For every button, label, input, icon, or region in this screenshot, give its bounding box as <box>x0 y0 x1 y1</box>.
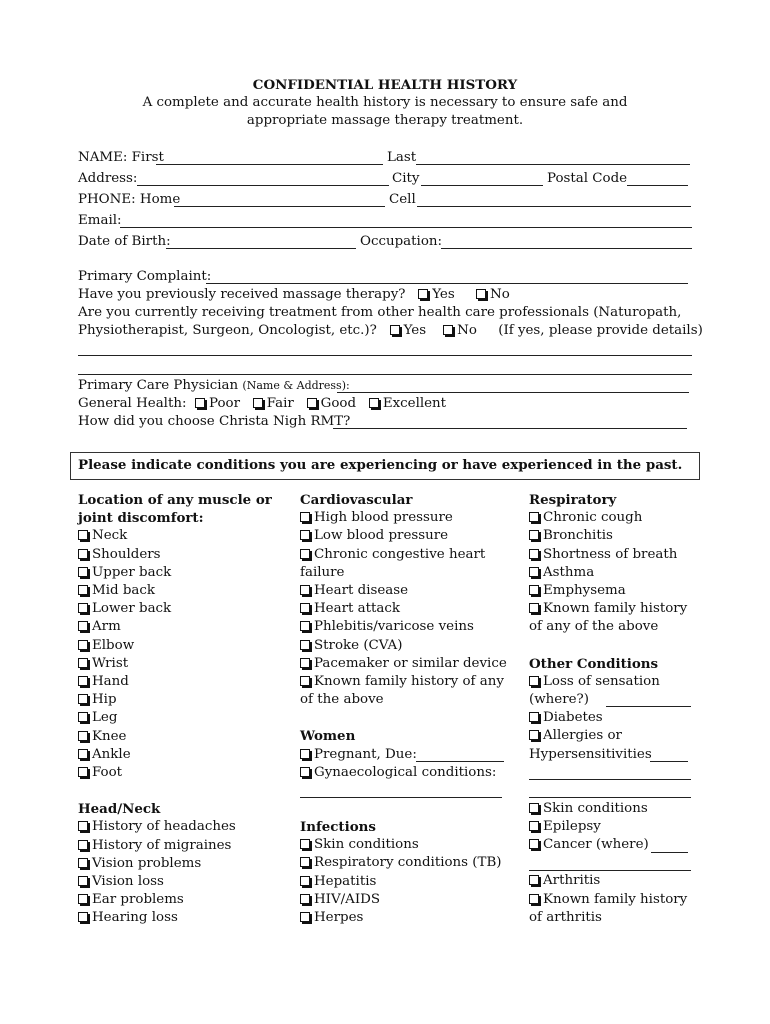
label-treatment-yes: Yes <box>403 323 427 338</box>
heading-location-1: Location of any muscle or <box>78 492 272 508</box>
label-email: Email: <box>78 213 122 228</box>
item-label: Lower back <box>92 601 172 617</box>
pcp-field[interactable] <box>337 392 689 393</box>
item-label: Phlebitis/varicose veins <box>314 619 474 635</box>
loss-sensation-where-field[interactable] <box>606 706 691 707</box>
item-skin-conditions[interactable] <box>529 800 699 818</box>
checkbox-icon[interactable] <box>529 603 539 613</box>
item-diabetes[interactable] <box>529 709 699 727</box>
heading-other-conditions: Other Conditions <box>529 655 659 672</box>
item-label: Gynaecological conditions: <box>314 764 497 780</box>
pcp-text: Primary Care Physician <box>78 378 239 393</box>
checkbox-treatment-no[interactable] <box>443 325 453 335</box>
item-ankle[interactable] <box>78 746 303 764</box>
item-epilepsy[interactable] <box>529 818 699 836</box>
checkbox-icon[interactable] <box>300 658 310 668</box>
checkbox-icon[interactable] <box>300 912 310 922</box>
item-label: Bronchitis <box>543 528 613 544</box>
conditions-banner-text: Please indicate conditions you are experiencing or have experienced in the past. <box>78 457 683 473</box>
item-chf[interactable] <box>300 546 510 564</box>
dob-field[interactable] <box>166 248 356 249</box>
item-label: Arm <box>92 619 121 635</box>
label-health-excellent: Excellent <box>382 396 447 411</box>
item-label: Pregnant, Due: <box>314 746 417 762</box>
email-field[interactable] <box>120 227 692 228</box>
item-ear-problems[interactable] <box>78 891 303 909</box>
conditions-banner <box>70 452 700 480</box>
item-label: High blood pressure <box>314 510 453 526</box>
checkbox-icon[interactable] <box>300 676 310 686</box>
primary-complaint-field[interactable] <box>206 283 688 284</box>
heading-infections: Infections <box>300 819 376 836</box>
checkbox-icon[interactable] <box>529 567 539 577</box>
item-label: Vision loss <box>92 874 164 890</box>
item-phlebitis[interactable] <box>300 618 510 636</box>
item-arm[interactable] <box>78 618 303 636</box>
item-asthma[interactable] <box>529 564 699 582</box>
heading-head-neck: Head/Neck <box>78 801 161 818</box>
checkbox-icon[interactable] <box>529 530 539 540</box>
item-gynaecological[interactable] <box>300 764 510 782</box>
page-title: CONFIDENTIAL HEALTH HISTORY <box>252 77 518 93</box>
checkbox-health-good[interactable] <box>307 398 317 408</box>
item-label: Ear problems <box>92 892 184 908</box>
item-label: Knee <box>92 728 127 744</box>
label-massage-yes: Yes <box>432 287 455 302</box>
checkbox-icon[interactable] <box>300 603 310 613</box>
label-primary-complaint: Primary Complaint: <box>78 269 212 284</box>
question-general-health <box>78 395 446 413</box>
checkbox-icon[interactable] <box>300 512 310 522</box>
checkbox-icon[interactable] <box>529 549 539 559</box>
item-family-history-cardio[interactable] <box>300 673 510 691</box>
item-label: Herpes <box>314 910 364 926</box>
item-label: Loss of sensation <box>543 673 660 689</box>
item-loss-sensation[interactable] <box>529 673 699 691</box>
item-bronchitis[interactable] <box>529 527 699 545</box>
checkbox-icon[interactable] <box>300 749 310 759</box>
item-label: Heart disease <box>314 583 409 599</box>
item-headaches[interactable] <box>78 818 303 836</box>
item-label: Asthma <box>543 564 595 580</box>
checkbox-icon[interactable] <box>529 821 539 831</box>
item-label: Skin conditions <box>314 837 419 853</box>
item-hearing-loss[interactable] <box>78 909 303 927</box>
item-label: Known family history of any <box>314 674 504 690</box>
checkbox-icon[interactable] <box>529 512 539 522</box>
checkbox-icon[interactable] <box>529 875 539 885</box>
checkbox-icon[interactable] <box>529 676 539 686</box>
item-label: History of migraines <box>92 837 232 853</box>
checkbox-icon[interactable] <box>78 894 88 904</box>
checkbox-icon[interactable] <box>78 912 88 922</box>
checkbox-icon[interactable] <box>78 712 88 722</box>
label-postal-code: Postal Code <box>547 171 628 186</box>
item-label: Diabetes <box>543 710 603 726</box>
item-label: Heart attack <box>314 601 400 617</box>
checkbox-icon[interactable] <box>300 530 310 540</box>
item-leg[interactable] <box>78 709 303 727</box>
item-infection-skin[interactable] <box>300 836 510 854</box>
column-respiratory-other <box>529 491 699 927</box>
item-label: Allergies or <box>543 728 622 744</box>
item-arthritis[interactable] <box>529 872 699 890</box>
column-cardiovascular <box>300 491 510 927</box>
checkbox-treatment-yes[interactable] <box>390 325 400 335</box>
checkbox-icon[interactable] <box>529 712 539 722</box>
item-label: Foot <box>92 765 123 781</box>
item-loss-sensation-where: (where?) <box>529 692 589 708</box>
item-infection-respiratory[interactable] <box>300 854 510 872</box>
item-heart-disease[interactable] <box>300 582 510 600</box>
label-name-first: NAME: First <box>78 150 164 165</box>
item-stroke[interactable] <box>300 637 510 655</box>
name-first-field[interactable] <box>156 164 383 165</box>
treatment-details-line-1[interactable] <box>78 355 692 356</box>
occupation-field[interactable] <box>441 248 692 249</box>
item-high-bp[interactable] <box>300 509 510 527</box>
checkbox-icon[interactable] <box>78 585 88 595</box>
checkbox-icon[interactable] <box>300 876 310 886</box>
item-label: Chronic congestive heart <box>314 546 486 562</box>
label-health-fair: Fair <box>266 396 294 411</box>
cell-field[interactable] <box>417 206 691 207</box>
item-label: Mid back <box>92 583 155 599</box>
item-herpes[interactable] <box>300 909 510 927</box>
item-emphysema[interactable] <box>529 582 699 600</box>
checkbox-icon[interactable] <box>300 621 310 631</box>
item-shoulders[interactable] <box>78 546 303 564</box>
checkbox-icon[interactable] <box>78 731 88 741</box>
checkbox-icon[interactable] <box>78 676 88 686</box>
phone-home-field[interactable] <box>174 206 385 207</box>
checkbox-icon[interactable] <box>78 840 88 850</box>
item-foot[interactable] <box>78 764 303 782</box>
other-treatment-text: Physiotherapist, Surgeon, Oncologist, etc.)? <box>78 323 377 338</box>
item-label: Wrist <box>92 655 129 671</box>
checkbox-icon[interactable] <box>529 585 539 595</box>
label-address: Address: <box>78 171 138 186</box>
heading-respiratory: Respiratory <box>529 492 617 508</box>
item-family-arthritis-wrap: of arthritis <box>529 909 602 925</box>
item-label: Known family history <box>543 891 688 907</box>
label-dob: Date of Birth: <box>78 234 171 249</box>
item-neck[interactable] <box>78 527 303 545</box>
item-hypersensitivities: Hypersensitivities <box>529 746 652 762</box>
checkbox-icon[interactable] <box>529 730 539 740</box>
item-chf-wrap: failure <box>300 564 345 580</box>
checkbox-massage-no[interactable] <box>476 289 486 299</box>
item-label: Emphysema <box>543 583 626 599</box>
item-allergies[interactable] <box>529 727 699 745</box>
checkbox-icon[interactable] <box>78 858 88 868</box>
checkbox-icon[interactable] <box>300 894 310 904</box>
item-label: Known family history <box>543 601 688 617</box>
checkbox-icon[interactable] <box>300 549 310 559</box>
address-field[interactable] <box>137 185 389 186</box>
item-label: Pacemaker or similar device <box>314 655 507 671</box>
prev-massage-text: Have you previously received massage therapy? <box>78 287 406 302</box>
checkbox-icon[interactable] <box>78 694 88 704</box>
item-mid-back[interactable] <box>78 582 303 600</box>
checkbox-massage-yes[interactable] <box>418 289 428 299</box>
item-label: Hip <box>92 692 117 708</box>
item-hip[interactable] <box>78 691 303 709</box>
hypersensitivities-field-2[interactable] <box>529 779 691 780</box>
how-choose-field[interactable] <box>333 428 687 429</box>
question-other-treatment-line-2 <box>78 322 703 340</box>
name-last-field[interactable] <box>416 164 690 165</box>
cancer-where-field-2[interactable] <box>529 870 691 871</box>
hypersensitivities-field-3[interactable] <box>529 797 691 798</box>
checkbox-icon[interactable] <box>300 839 310 849</box>
heading-women: Women <box>300 728 356 745</box>
item-hand[interactable] <box>78 673 303 691</box>
label-phone-home: PHONE: Home <box>78 192 181 207</box>
item-label: Vision problems <box>92 855 202 871</box>
question-other-treatment-line-1: Are you currently receiving treatment from other health care professionals (Naturopath, <box>78 305 682 320</box>
item-wrist[interactable] <box>78 655 303 673</box>
treatment-details-line-2[interactable] <box>78 374 692 375</box>
checkbox-icon[interactable] <box>300 857 310 867</box>
item-migraines[interactable] <box>78 837 303 855</box>
item-label: Shoulders <box>92 546 161 562</box>
postal-code-field[interactable] <box>627 185 688 186</box>
item-label: Respiratory conditions (TB) <box>314 855 502 871</box>
checkbox-icon[interactable] <box>300 585 310 595</box>
label-how-choose: How did you choose Christa Nigh RMT? <box>78 414 351 429</box>
checkbox-icon[interactable] <box>78 658 88 668</box>
item-upper-back[interactable] <box>78 564 303 582</box>
item-label: Upper back <box>92 564 172 580</box>
checkbox-icon[interactable] <box>529 839 539 849</box>
item-low-bp[interactable] <box>300 527 510 545</box>
item-label: Cancer (where) <box>543 837 649 853</box>
checkbox-icon[interactable] <box>78 821 88 831</box>
item-heart-attack[interactable] <box>300 600 510 618</box>
checkbox-icon[interactable] <box>78 530 88 540</box>
cancer-where-field-1[interactable] <box>651 852 688 853</box>
item-label: HIV/AIDS <box>314 891 381 907</box>
checkbox-icon[interactable] <box>529 803 539 813</box>
item-lower-back[interactable] <box>78 600 303 618</box>
label-treatment-no: No <box>457 323 477 338</box>
item-label: History of headaches <box>92 819 236 835</box>
city-field[interactable] <box>421 185 543 186</box>
item-knee[interactable] <box>78 728 303 746</box>
item-vision-problems[interactable] <box>78 855 303 873</box>
label-health-good: Good <box>320 396 357 411</box>
item-label: Neck <box>92 528 128 544</box>
checkbox-icon[interactable] <box>78 567 88 577</box>
checkbox-icon[interactable] <box>300 640 310 650</box>
item-label: Skin conditions <box>543 800 648 816</box>
item-label: Arthritis <box>543 873 601 889</box>
label-occupation: Occupation: <box>360 234 443 249</box>
item-label: Hearing loss <box>92 910 178 926</box>
label-health-poor: Poor <box>209 396 240 411</box>
checkbox-icon[interactable] <box>78 749 88 759</box>
item-shortness-breath[interactable] <box>529 546 699 564</box>
checkbox-icon[interactable] <box>78 603 88 613</box>
checkbox-health-fair[interactable] <box>253 398 263 408</box>
item-label: Epilepsy <box>543 819 601 835</box>
label-city: City <box>392 171 420 186</box>
checkbox-icon[interactable] <box>78 640 88 650</box>
pregnant-due-field[interactable] <box>416 761 504 762</box>
item-label: Leg <box>92 710 118 726</box>
checkbox-icon[interactable] <box>529 894 539 904</box>
if-yes-note: (If yes, please provide details) <box>498 323 703 338</box>
item-elbow[interactable] <box>78 637 303 655</box>
label-pcp <box>78 377 350 395</box>
checkbox-icon[interactable] <box>78 767 88 777</box>
item-label: Chronic cough <box>543 510 643 526</box>
heading-location-2: joint discomfort: <box>78 510 204 527</box>
item-chronic-cough[interactable] <box>529 509 699 527</box>
subtitle-line-2: appropriate massage therapy treatment. <box>246 113 524 128</box>
item-label: Hand <box>92 674 129 690</box>
heading-cardiovascular: Cardiovascular <box>300 492 413 508</box>
gynaecological-field[interactable] <box>300 797 502 798</box>
item-family-history-resp-wrap: of any of the above <box>529 619 659 635</box>
item-label: Ankle <box>92 746 131 762</box>
checkbox-icon[interactable] <box>300 767 310 777</box>
checkbox-icon[interactable] <box>78 876 88 886</box>
item-pacemaker[interactable] <box>300 655 510 673</box>
item-label: Elbow <box>92 637 135 653</box>
column-musculoskeletal <box>78 491 303 928</box>
hypersensitivities-field-1[interactable] <box>650 761 688 762</box>
label-massage-no: No <box>490 287 510 302</box>
item-family-arthritis[interactable] <box>529 891 699 909</box>
checkbox-health-excellent[interactable] <box>369 398 379 408</box>
checkbox-icon[interactable] <box>78 621 88 631</box>
item-hiv-aids[interactable] <box>300 891 510 909</box>
item-family-history-resp[interactable] <box>529 600 699 618</box>
checkbox-health-poor[interactable] <box>195 398 205 408</box>
label-name-last: Last <box>387 150 417 165</box>
item-label: Shortness of breath <box>543 546 678 562</box>
question-prev-massage <box>78 286 510 304</box>
item-vision-loss[interactable] <box>78 873 303 891</box>
item-label: Low blood pressure <box>314 528 449 544</box>
pcp-small-text: (Name & Address): <box>242 379 350 392</box>
general-health-text: General Health: <box>78 396 187 411</box>
item-family-history-cardio-wrap: of the above <box>300 692 384 708</box>
item-label: Stroke (CVA) <box>314 637 403 653</box>
checkbox-icon[interactable] <box>78 549 88 559</box>
subtitle-line-1: A complete and accurate health history is necessary to ensure safe and <box>142 95 628 110</box>
label-cell: Cell <box>389 192 416 207</box>
item-hepatitis[interactable] <box>300 873 510 891</box>
item-label: Hepatitis <box>314 873 377 889</box>
